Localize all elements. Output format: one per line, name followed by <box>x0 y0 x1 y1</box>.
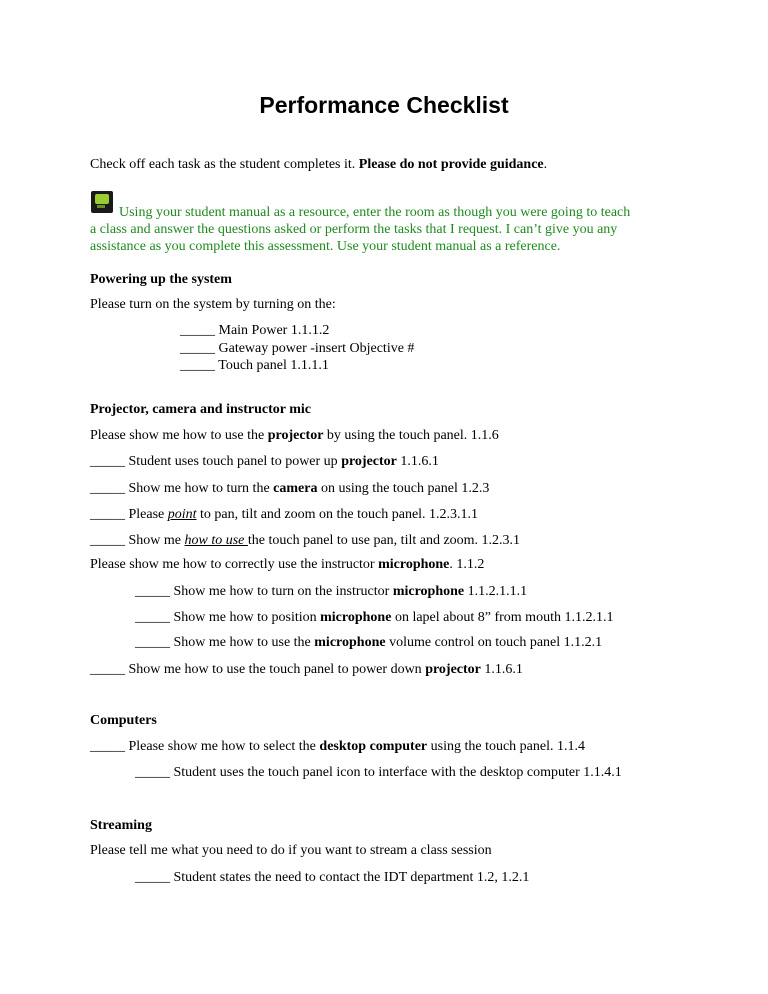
text-segment: how to use <box>184 533 248 548</box>
checklist-item <box>135 583 527 600</box>
text-segment: _____ Show me how to turn on the instructor <box>135 584 393 599</box>
text-segment: on using the touch panel 1.2.3 <box>317 481 490 496</box>
text-segment: _____ Please show me how to select the <box>90 739 320 754</box>
checklist-item <box>90 506 478 523</box>
text-line <box>90 556 484 573</box>
text-segment: Please turn on the system by turning on the: <box>90 297 336 312</box>
text-segment: _____ Student uses the touch panel icon to interface with the desktop computer 1.1.4.1 <box>135 765 622 780</box>
text-segment: _____ Show me how to position <box>135 610 321 625</box>
text-line <box>90 221 617 238</box>
text-segment: _____ Gateway power -insert Objective # <box>180 341 415 356</box>
checklist-item <box>90 738 585 755</box>
presentation-screen-icon <box>91 191 113 213</box>
text-segment: microphone <box>314 635 386 650</box>
text-segment: Using your student manual as a resource, enter the room as though you were going to teach <box>119 205 631 220</box>
checklist-item <box>90 532 520 549</box>
checklist-item <box>135 634 602 651</box>
text-segment: volume control on touch panel 1.1.2.1 <box>385 635 603 650</box>
text-line <box>90 238 560 255</box>
text-segment: microphone <box>392 584 465 599</box>
checklist-item <box>135 869 529 886</box>
text-segment: Please do not provide guidance <box>358 157 544 172</box>
text-segment: assistance as you complete this assessment. Use your student manual as a reference. <box>90 239 561 254</box>
text-segment: the touch panel to use pan, tilt and zoom. 1.2.3.1 <box>247 533 521 548</box>
text-line <box>119 204 630 221</box>
text-segment: _____ Show me how to turn the <box>90 481 274 496</box>
text-segment: Please tell me what you need to do if you want to stream a class session <box>90 843 492 858</box>
text-line <box>90 427 499 444</box>
text-segment: point <box>167 507 197 522</box>
text-segment: microphone <box>320 610 392 625</box>
text-segment: to pan, tilt and zoom on the touch panel. 1.2.3.1.1 <box>196 507 479 522</box>
text-segment: Please show me how to use the <box>90 428 268 443</box>
text-segment: _____ Touch panel 1.1.1.1 <box>180 358 329 373</box>
text-segment: desktop computer <box>319 739 428 754</box>
text-segment: Check off each task as the student completes it. <box>90 157 359 172</box>
section-heading <box>90 712 157 729</box>
text-segment: Projector, camera and instructor mic <box>90 402 311 417</box>
text-line <box>90 842 492 859</box>
text-segment: a class and answer the questions asked or perform the tasks that I request. I can’t give you any <box>90 222 618 237</box>
checklist-item <box>180 357 329 374</box>
text-segment: _____ Show me <box>90 533 185 548</box>
text-segment: on lapel about 8” from mouth 1.1.2.1.1 <box>391 610 614 625</box>
text-segment: _____ Show me how to use the touch panel to power down <box>90 662 426 677</box>
checklist-item <box>180 340 414 357</box>
text-segment: microphone <box>378 557 450 572</box>
checklist-item <box>135 609 613 626</box>
checklist-item <box>90 661 523 678</box>
text-segment: Computers <box>90 713 157 728</box>
text-segment: camera <box>273 481 318 496</box>
text-segment: _____ Please <box>90 507 168 522</box>
text-segment: Please show me how to correctly use the instructor <box>90 557 379 572</box>
checklist-item <box>90 480 489 497</box>
text-segment: Streaming <box>90 818 152 833</box>
checklist-item <box>90 453 439 470</box>
section-heading <box>90 401 311 418</box>
text-segment: _____ Student uses touch panel to power up <box>90 454 342 469</box>
text-segment: _____ Student states the need to contact the IDT department 1.2, 1.2.1 <box>135 870 530 885</box>
text-segment: 1.1.6.1 <box>480 662 523 677</box>
text-segment: 1.1.6.1 <box>396 454 439 469</box>
text-segment: projector <box>341 454 397 469</box>
text-line <box>90 296 336 313</box>
section-heading <box>90 817 152 834</box>
text-line <box>90 156 547 173</box>
text-segment: Powering up the system <box>90 272 232 287</box>
text-segment: . <box>543 157 548 172</box>
text-segment: projector <box>425 662 481 677</box>
text-segment: projector <box>267 428 324 443</box>
text-segment: _____ Show me how to use the <box>135 635 315 650</box>
text-segment: . 1.1.2 <box>449 557 485 572</box>
text-segment: by using the touch panel. 1.1.6 <box>323 428 499 443</box>
checklist-item <box>180 322 329 339</box>
text-segment: _____ Main Power 1.1.1.2 <box>180 323 330 338</box>
checklist-item <box>135 764 622 781</box>
section-heading <box>90 271 232 288</box>
page-title: Performance Checklist <box>259 92 509 118</box>
text-segment: using the touch panel. 1.1.4 <box>427 739 586 754</box>
text-segment: 1.1.2.1.1.1 <box>464 584 528 599</box>
